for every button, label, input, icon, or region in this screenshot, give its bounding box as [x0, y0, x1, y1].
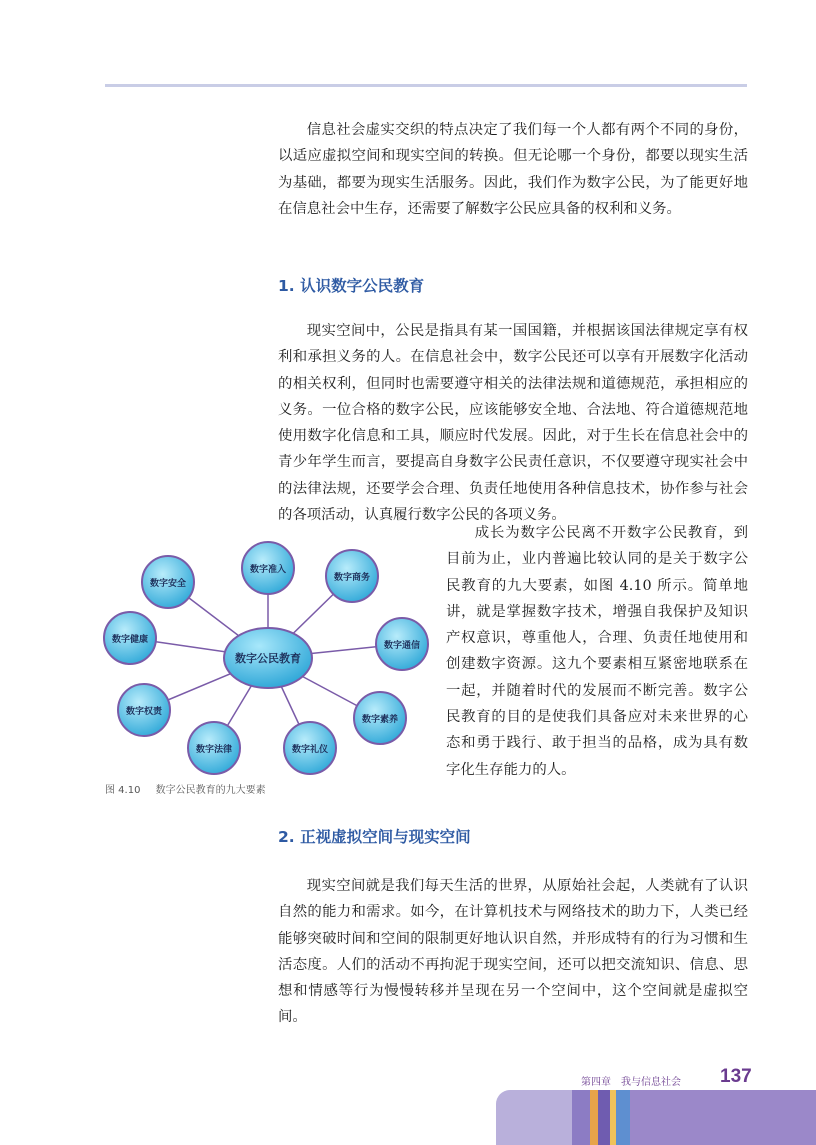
node-communication — [376, 618, 428, 670]
center-node-label: 数字公民教育 — [235, 652, 301, 665]
decorative-color-band — [496, 1090, 816, 1145]
figure-caption — [105, 781, 266, 796]
node-label: 数字通信 — [383, 641, 421, 651]
footer-chapter: 第四章 我与信息社会 — [581, 1077, 681, 1088]
node-label: 数字准入 — [249, 565, 287, 575]
page-number: 137 — [720, 1066, 752, 1087]
header-rule — [105, 84, 747, 87]
node-health — [104, 612, 156, 664]
figure-caption-text: 数字公民教育的九大要素 — [155, 785, 266, 796]
nine-elements-diagram — [100, 538, 430, 778]
center-node — [224, 628, 312, 688]
section-1-heading: 1. 认识数字公民教育 — [278, 277, 425, 295]
intro-paragraph: 信息社会虚实交织的特点决定了我们每一个人都有两个不同的身份，以适应虚拟空间和现实空间的转换。但无论哪一个身份，都要以现实生活为基础，都要为现实生活服务。因此，我们作为数字公民，为了能更好地在信息社会中生存，还需要了解数字公民应具备的权利和义务。 — [278, 122, 748, 217]
node-label: 数字法律 — [195, 745, 233, 755]
node-literacy — [354, 692, 406, 744]
section-2-heading: 2. 正视虚拟空间与现实空间 — [278, 828, 471, 846]
node-etiquette — [284, 722, 336, 774]
node-label: 数字健康 — [111, 635, 149, 645]
node-law — [188, 722, 240, 774]
node-label: 数字礼仪 — [291, 745, 329, 755]
node-safety — [142, 556, 194, 608]
section-1-paragraph-2: 成长为数字公民离不开数字公民教育，到目前为止，业内普遍比较认同的是关于数字公民教育的九大要素，如图 4.10 所示。简单地讲，就是掌握数字技术，增强自我保护及知识产权意识，尊重他人，合理、负责任地使用和创建数字资源。这九个要素相互紧密地联系在一起，并随着时代的发展而不断完善。数字公民教育的目的是使我们具备应对未来世界的心态和勇于践行、敢于担当的品格，成为具有数字化生存能力的人。 — [446, 525, 748, 778]
node-rights — [118, 684, 170, 736]
node-label: 数字权责 — [125, 707, 163, 717]
node-label: 数字安全 — [149, 579, 187, 589]
section-1-paragraph-1: 现实空间中，公民是指具有某一国国籍，并根据该国法律规定享有权利和承担义务的人。在信息社会中，数字公民还可以享有开展数字化活动的相关权利，但同时也需要遵守相关的法律法规和道德规范，承担相应的义务。一位合格的数字公民，应该能够安全地、合法地、符合道德规范地使用数字化信息和工具，顺应时代发展。因此，对于生长在信息社会中的青少年学生而言，要提高自身数字公民责任意识，不仅要遵守现实社会中的法律法规，还要学会合理、负责任地使用各种信息技术，协作参与社会的各项活动，认真履行数字公民的各项义务。 — [278, 323, 748, 524]
node-label: 数字素养 — [361, 715, 399, 725]
node-commerce — [326, 550, 378, 602]
node-label: 数字商务 — [333, 573, 371, 583]
section-2-paragraph-1: 现实空间就是我们每天生活的世界，从原始社会起，人类就有了认识自然的能力和需求。如今，在计算机技术与网络技术的助力下，人类已经能够突破时间和空间的限制更好地认识自然，并形成特有的行为习惯和生活态度。人们的活动不再拘泥于现实空间，还可以把交流知识、信息、思想和情感等行为慢慢转移并呈现在另一个空间中，这个空间就是虚拟空间。 — [278, 878, 748, 1026]
node-access — [242, 542, 294, 594]
figure-number: 图 4.10 — [105, 785, 141, 796]
